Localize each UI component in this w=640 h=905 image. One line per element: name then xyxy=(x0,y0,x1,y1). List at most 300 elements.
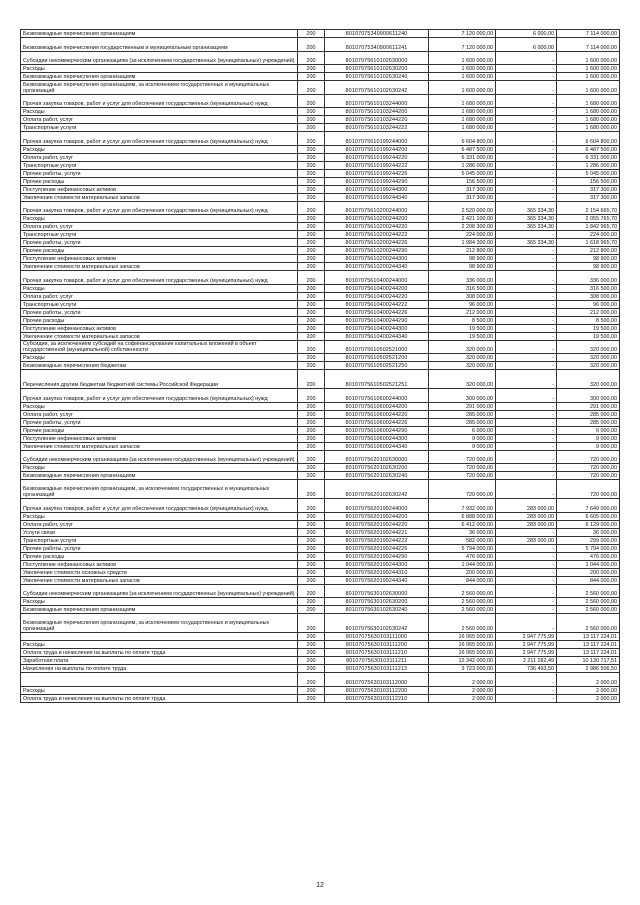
approved-amount-cell: 12 342 000,00 xyxy=(429,657,496,665)
budget-code-cell: 80107075610200244290 xyxy=(325,247,429,255)
approved-amount-cell: 476 000,00 xyxy=(429,552,496,560)
remaining-amount-cell: 10 130 717,51 xyxy=(557,657,620,665)
approved-amount-cell: 844 000,00 xyxy=(429,576,496,584)
executed-amount-cell: - xyxy=(496,108,557,116)
budget-code-cell: 80107075610600244300 xyxy=(325,434,429,442)
executed-amount-cell: - xyxy=(496,410,557,418)
table-row xyxy=(21,38,620,52)
executed-amount-cell: - xyxy=(496,472,557,480)
item-name-cell: Безвозмездные перечисления организациям xyxy=(21,472,298,480)
executed-amount-cell: - xyxy=(496,694,557,702)
line-code-cell: 200 xyxy=(298,673,325,687)
executed-amount-cell: - xyxy=(496,450,557,464)
remaining-amount-cell: 98 900,00 xyxy=(557,263,620,271)
table-row xyxy=(21,480,620,499)
executed-amount-cell: - xyxy=(496,354,557,362)
line-code-cell: 200 xyxy=(298,694,325,702)
item-name-cell: Расходы xyxy=(21,354,298,362)
remaining-amount-cell: 2 560 000,00 xyxy=(557,614,620,633)
budget-code-cell: 80107075610102630200 xyxy=(325,65,429,73)
table-row xyxy=(21,340,620,354)
approved-amount-cell: 156 500,00 xyxy=(429,177,496,185)
table-row xyxy=(21,641,620,649)
budget-code-cell: 80107075620199244200 xyxy=(325,512,429,520)
line-code-cell: 200 xyxy=(298,665,325,673)
remaining-amount-cell: 317 300,00 xyxy=(557,185,620,193)
table-row xyxy=(21,271,620,285)
table-row xyxy=(21,81,620,95)
executed-amount-cell: 365 334,30 xyxy=(496,215,557,223)
table-row xyxy=(21,584,620,598)
budget-code-cell: 80107075620102630240 xyxy=(325,472,429,480)
item-name-cell: Прочие расходы xyxy=(21,552,298,560)
remaining-amount-cell: 299 000,00 xyxy=(557,536,620,544)
budget-code-cell: 80107075620199244300 xyxy=(325,560,429,568)
approved-amount-cell: 320 000,00 xyxy=(429,370,496,389)
approved-amount-cell: 6 000,00 xyxy=(429,426,496,434)
item-name-cell: Расходы xyxy=(21,512,298,520)
line-code-cell: 200 xyxy=(298,201,325,215)
budget-code-cell: 80107075630102630240 xyxy=(325,606,429,614)
table-row xyxy=(21,332,620,340)
approved-amount-cell: 720 000,00 xyxy=(429,450,496,464)
table-row xyxy=(21,665,620,673)
approved-amount-cell: 212 800,00 xyxy=(429,247,496,255)
item-name-cell: Прочие работы, услуги xyxy=(21,239,298,247)
line-code-cell: 200 xyxy=(298,255,325,263)
table-row xyxy=(21,308,620,316)
executed-amount-cell: - xyxy=(496,284,557,292)
budget-code-cell: 80107075610502521200 xyxy=(325,354,429,362)
table-row xyxy=(21,606,620,614)
item-name-cell: Безвозмездные перечисления организациям, за исключением государственных и муниципальных организаций xyxy=(21,480,298,499)
approved-amount-cell: 8 500,00 xyxy=(429,316,496,324)
line-code-cell: 200 xyxy=(298,442,325,450)
table-row xyxy=(21,94,620,108)
table-row xyxy=(21,370,620,389)
budget-code-cell: 80107075610400244000 xyxy=(325,271,429,285)
line-code-cell: 200 xyxy=(298,340,325,354)
item-name-cell: Субсидии, за исключением субсидий на софинансирование капитальных вложений в объект государственной (муниципальной) собственности xyxy=(21,340,298,354)
approved-amount-cell: 1 600 000,00 xyxy=(429,65,496,73)
table-row xyxy=(21,51,620,65)
table-row xyxy=(21,185,620,193)
budget-code-cell: 80107075630102630000 xyxy=(325,584,429,598)
remaining-amount-cell: 98 900,00 xyxy=(557,255,620,263)
line-code-cell: 200 xyxy=(298,271,325,285)
approved-amount-cell: 1 600 000,00 xyxy=(429,51,496,65)
remaining-amount-cell: 13 117 224,01 xyxy=(557,633,620,641)
remaining-amount-cell: 36 000,00 xyxy=(557,528,620,536)
budget-code-cell: 80107075630103112210 xyxy=(325,694,429,702)
item-name-cell: Безвозмездные перечисления организациям xyxy=(21,73,298,81)
remaining-amount-cell: 156 500,00 xyxy=(557,177,620,185)
table-row xyxy=(21,193,620,201)
line-code-cell: 200 xyxy=(298,169,325,177)
line-code-cell: 200 xyxy=(298,464,325,472)
executed-amount-cell: - xyxy=(496,370,557,389)
budget-code-cell: 80107075610199244290 xyxy=(325,177,429,185)
item-name-cell: Поступление нефинансовых активов xyxy=(21,434,298,442)
executed-amount-cell: 283 000,00 xyxy=(496,512,557,520)
remaining-amount-cell: 13 117 224,01 xyxy=(557,649,620,657)
item-name-cell: Безвозмездные перечисления организациям, за исключением государственных и муниципальных организаций xyxy=(21,81,298,95)
table-row xyxy=(21,247,620,255)
table-row xyxy=(21,614,620,633)
table-row xyxy=(21,552,620,560)
line-code-cell: 200 xyxy=(298,38,325,52)
table-row xyxy=(21,442,620,450)
approved-amount-cell: 6 604 800,00 xyxy=(429,132,496,146)
line-code-cell: 200 xyxy=(298,132,325,146)
item-name-cell: Транспортные услуги xyxy=(21,124,298,132)
approved-amount-cell: 720 000,00 xyxy=(429,472,496,480)
remaining-amount-cell: 316 500,00 xyxy=(557,284,620,292)
page-number: 12 xyxy=(316,882,324,889)
line-code-cell: 200 xyxy=(298,108,325,116)
item-name-cell: Поступление нефинансовых активов xyxy=(21,255,298,263)
table-row xyxy=(21,512,620,520)
executed-amount-cell: - xyxy=(496,434,557,442)
line-code-cell: 200 xyxy=(298,161,325,169)
item-name-cell: Расходы xyxy=(21,145,298,153)
line-code-cell: 200 xyxy=(298,499,325,513)
remaining-amount-cell: 6 129 000,00 xyxy=(557,520,620,528)
approved-amount-cell: 9 000,00 xyxy=(429,434,496,442)
line-code-cell: 200 xyxy=(298,552,325,560)
item-name-cell: Безвозмездные перечисления бюджетам xyxy=(21,362,298,370)
budget-code-cell: 80107075610102630000 xyxy=(325,51,429,65)
executed-amount-cell: - xyxy=(496,584,557,598)
budget-code-cell: 80107075610200244226 xyxy=(325,239,429,247)
line-code-cell: 200 xyxy=(298,370,325,389)
line-code-cell: 200 xyxy=(298,263,325,271)
approved-amount-cell: 2 000,00 xyxy=(429,686,496,694)
approved-amount-cell: 7 120 000,00 xyxy=(429,38,496,52)
line-code-cell: 200 xyxy=(298,223,325,231)
budget-code-cell: 80107075610199244226 xyxy=(325,169,429,177)
executed-amount-cell: - xyxy=(496,332,557,340)
table-row xyxy=(21,499,620,513)
line-code-cell: 200 xyxy=(298,292,325,300)
table-row xyxy=(21,673,620,687)
table-row xyxy=(21,633,620,641)
remaining-amount-cell: 2 560 000,00 xyxy=(557,598,620,606)
item-name-cell xyxy=(21,673,298,687)
executed-amount-cell: - xyxy=(496,263,557,271)
table-row xyxy=(21,263,620,271)
executed-amount-cell: 2 947 775,99 xyxy=(496,633,557,641)
remaining-amount-cell: 1 600 000,00 xyxy=(557,51,620,65)
budget-code-cell: 80107075610400244222 xyxy=(325,300,429,308)
line-code-cell: 200 xyxy=(298,81,325,95)
item-name-cell: Безвозмездные перечисления государственным и муниципальным организациям xyxy=(21,38,298,52)
table-row xyxy=(21,649,620,657)
budget-code-cell: 80107075610200244220 xyxy=(325,223,429,231)
budget-code-cell: 80107075340900611240 xyxy=(325,30,429,38)
remaining-amount-cell: 317 300,00 xyxy=(557,193,620,201)
item-name-cell: Расходы xyxy=(21,108,298,116)
executed-amount-cell: - xyxy=(496,300,557,308)
approved-amount-cell: 1 286 000,00 xyxy=(429,161,496,169)
executed-amount-cell: - xyxy=(496,362,557,370)
approved-amount-cell: 720 000,00 xyxy=(429,464,496,472)
budget-code-cell: 80107075630102630200 xyxy=(325,598,429,606)
item-name-cell: Расходы xyxy=(21,598,298,606)
remaining-amount-cell: 320 000,00 xyxy=(557,340,620,354)
item-name-cell: Увеличение стоимости материальных запасов xyxy=(21,442,298,450)
table-row xyxy=(21,201,620,215)
table-row xyxy=(21,177,620,185)
remaining-amount-cell: 720 000,00 xyxy=(557,450,620,464)
remaining-amount-cell: 1 286 000,00 xyxy=(557,161,620,169)
executed-amount-cell: - xyxy=(496,673,557,687)
budget-code-cell: 80107075620102630000 xyxy=(325,450,429,464)
approved-amount-cell: 1 680 000,00 xyxy=(429,94,496,108)
item-name-cell: Начисления на выплаты по оплате труда xyxy=(21,665,298,673)
budget-code-cell: 80107075620199244000 xyxy=(325,499,429,513)
item-name-cell: Прочая закупка товаров, работ и услуг для обеспечения государственных (муниципальных) нужд xyxy=(21,132,298,146)
executed-amount-cell: - xyxy=(496,480,557,499)
executed-amount-cell: - xyxy=(496,552,557,560)
approved-amount-cell: 5 045 000,00 xyxy=(429,169,496,177)
table-row xyxy=(21,520,620,528)
table-row xyxy=(21,284,620,292)
item-name-cell: Услуги связи xyxy=(21,528,298,536)
executed-amount-cell: - xyxy=(496,389,557,403)
item-name-cell: Увеличение стоимости основных средств xyxy=(21,568,298,576)
budget-code-cell: 80107075620102630242 xyxy=(325,480,429,499)
item-name-cell: Транспортные услуги xyxy=(21,231,298,239)
approved-amount-cell: 2 421 100,00 xyxy=(429,215,496,223)
remaining-amount-cell: 1 680 000,00 xyxy=(557,116,620,124)
executed-amount-cell: 365 334,30 xyxy=(496,201,557,215)
executed-amount-cell: 365 334,30 xyxy=(496,239,557,247)
approved-amount-cell: 5 794 000,00 xyxy=(429,544,496,552)
approved-amount-cell: 320 000,00 xyxy=(429,362,496,370)
remaining-amount-cell: 5 794 000,00 xyxy=(557,544,620,552)
budget-code-cell: 80107075610200244200 xyxy=(325,215,429,223)
budget-code-cell: 80107075610502521250 xyxy=(325,362,429,370)
line-code-cell: 200 xyxy=(298,362,325,370)
approved-amount-cell: 720 000,00 xyxy=(429,480,496,499)
table-row xyxy=(21,292,620,300)
executed-amount-cell: - xyxy=(496,193,557,201)
approved-amount-cell: 16 065 000,00 xyxy=(429,633,496,641)
line-code-cell: 200 xyxy=(298,30,325,38)
table-row xyxy=(21,528,620,536)
line-code-cell: 200 xyxy=(298,193,325,201)
budget-code-cell: 80107075340900611241 xyxy=(325,38,429,52)
item-name-cell: Поступление нефинансовых активов xyxy=(21,560,298,568)
line-code-cell: 200 xyxy=(298,116,325,124)
executed-amount-cell: - xyxy=(496,528,557,536)
item-name-cell: Расходы xyxy=(21,686,298,694)
remaining-amount-cell: 1 600 000,00 xyxy=(557,81,620,95)
item-name-cell: Субсидии некоммерческим организациям (за исключением государственных (муниципальных) учреждений) xyxy=(21,51,298,65)
table-row xyxy=(21,657,620,665)
remaining-amount-cell: 19 500,00 xyxy=(557,324,620,332)
item-name-cell: Прочая закупка товаров, работ и услуг для обеспечения государственных (муниципальных) нужд xyxy=(21,94,298,108)
remaining-amount-cell: 2 000,00 xyxy=(557,686,620,694)
line-code-cell: 200 xyxy=(298,231,325,239)
budget-code-cell: 80107075610400244226 xyxy=(325,308,429,316)
table-row xyxy=(21,544,620,552)
table-row xyxy=(21,153,620,161)
line-code-cell: 200 xyxy=(298,641,325,649)
remaining-amount-cell: 308 000,00 xyxy=(557,292,620,300)
executed-amount-cell: - xyxy=(496,576,557,584)
table-row xyxy=(21,65,620,73)
budget-code-cell: 80107075610200244300 xyxy=(325,255,429,263)
remaining-amount-cell: 1 842 965,70 xyxy=(557,223,620,231)
remaining-amount-cell: 320 000,00 xyxy=(557,362,620,370)
item-name-cell: Прочая закупка товаров, работ и услуг для обеспечения государственных (муниципальных) нужд xyxy=(21,271,298,285)
budget-code-cell: 80107075630103111211 xyxy=(325,657,429,665)
remaining-amount-cell: 6 605 000,00 xyxy=(557,512,620,520)
approved-amount-cell: 19 500,00 xyxy=(429,332,496,340)
approved-amount-cell: 98 900,00 xyxy=(429,255,496,263)
budget-code-cell: 80107075620102630200 xyxy=(325,464,429,472)
executed-amount-cell: - xyxy=(496,426,557,434)
item-name-cell: Безвозмездные перечисления организациям, за исключением государственных и муниципальных организаций xyxy=(21,614,298,633)
budget-code-cell: 80107075610600244200 xyxy=(325,402,429,410)
remaining-amount-cell: 5 045 000,00 xyxy=(557,169,620,177)
executed-amount-cell: 283 000,00 xyxy=(496,520,557,528)
line-code-cell: 200 xyxy=(298,332,325,340)
table-row xyxy=(21,132,620,146)
approved-amount-cell: 6 412 000,00 xyxy=(429,520,496,528)
item-name-cell: Оплата труда и начисления на выплаты по оплате труда xyxy=(21,649,298,657)
approved-amount-cell: 2 560 000,00 xyxy=(429,614,496,633)
budget-code-cell: 80107075610102630242 xyxy=(325,81,429,95)
item-name-cell: Прочие расходы xyxy=(21,177,298,185)
item-name-cell: Поступление нефинансовых активов xyxy=(21,185,298,193)
executed-amount-cell: - xyxy=(496,308,557,316)
line-code-cell: 200 xyxy=(298,94,325,108)
line-code-cell: 200 xyxy=(298,145,325,153)
approved-amount-cell: 336 000,00 xyxy=(429,271,496,285)
executed-amount-cell: - xyxy=(496,255,557,263)
item-name-cell: Прочие расходы xyxy=(21,426,298,434)
executed-amount-cell: - xyxy=(496,169,557,177)
table-row xyxy=(21,124,620,132)
executed-amount-cell: - xyxy=(496,247,557,255)
approved-amount-cell: 2 000,00 xyxy=(429,673,496,687)
table-row xyxy=(21,215,620,223)
approved-amount-cell: 2 560 000,00 xyxy=(429,606,496,614)
executed-amount-cell: - xyxy=(496,271,557,285)
executed-amount-cell: - xyxy=(496,324,557,332)
remaining-amount-cell: 720 000,00 xyxy=(557,464,620,472)
approved-amount-cell: 3 723 000,00 xyxy=(429,665,496,673)
executed-amount-cell: 6 000,00 xyxy=(496,38,557,52)
table-row xyxy=(21,255,620,263)
approved-amount-cell: 6 487 500,00 xyxy=(429,145,496,153)
remaining-amount-cell: 291 000,00 xyxy=(557,402,620,410)
approved-amount-cell: 224 000,00 xyxy=(429,231,496,239)
table-row xyxy=(21,598,620,606)
item-name-cell: Расходы xyxy=(21,464,298,472)
executed-amount-cell: - xyxy=(496,94,557,108)
line-code-cell: 200 xyxy=(298,324,325,332)
approved-amount-cell: 16 065 000,00 xyxy=(429,649,496,657)
item-name-cell: Расходы xyxy=(21,641,298,649)
remaining-amount-cell: 720 000,00 xyxy=(557,472,620,480)
item-name-cell: Прочие работы, услуги xyxy=(21,169,298,177)
budget-code-cell: 80107075620199244226 xyxy=(325,544,429,552)
item-name-cell: Расходы xyxy=(21,402,298,410)
line-code-cell: 200 xyxy=(298,418,325,426)
approved-amount-cell: 1 680 000,00 xyxy=(429,124,496,132)
table-row xyxy=(21,354,620,362)
item-name-cell xyxy=(21,633,298,641)
remaining-amount-cell: 6 331 000,00 xyxy=(557,153,620,161)
line-code-cell: 200 xyxy=(298,410,325,418)
item-name-cell: Оплата работ, услуг xyxy=(21,410,298,418)
line-code-cell: 200 xyxy=(298,51,325,65)
line-code-cell: 200 xyxy=(298,657,325,665)
approved-amount-cell: 285 000,00 xyxy=(429,418,496,426)
budget-code-cell: 80107075610199244300 xyxy=(325,185,429,193)
item-name-cell: Субсидии некоммерческим организациям (за исключением государственных (муниципальных) учреждений) xyxy=(21,450,298,464)
remaining-amount-cell: 13 117 224,01 xyxy=(557,641,620,649)
executed-amount-cell: - xyxy=(496,116,557,124)
approved-amount-cell: 6 331 000,00 xyxy=(429,153,496,161)
approved-amount-cell: 1 680 000,00 xyxy=(429,108,496,116)
approved-amount-cell: 2 000,00 xyxy=(429,694,496,702)
table-row xyxy=(21,576,620,584)
line-code-cell: 200 xyxy=(298,300,325,308)
item-name-cell: Транспортные услуги xyxy=(21,300,298,308)
executed-amount-cell: 6 000,00 xyxy=(496,30,557,38)
table-row xyxy=(21,73,620,81)
line-code-cell: 200 xyxy=(298,560,325,568)
budget-table xyxy=(20,29,620,703)
executed-amount-cell: - xyxy=(496,402,557,410)
budget-code-cell: 80107075610400244340 xyxy=(325,332,429,340)
table-row xyxy=(21,108,620,116)
line-code-cell: 200 xyxy=(298,520,325,528)
table-row xyxy=(21,362,620,370)
item-name-cell: Транспортные услуги xyxy=(21,161,298,169)
budget-code-cell: 80107075610600244226 xyxy=(325,418,429,426)
item-name-cell: Транспортные услуги xyxy=(21,536,298,544)
table-row xyxy=(21,568,620,576)
budget-code-cell: 80107075630103112000 xyxy=(325,673,429,687)
line-code-cell: 200 xyxy=(298,247,325,255)
executed-amount-cell: - xyxy=(496,231,557,239)
remaining-amount-cell: 2 055 765,70 xyxy=(557,215,620,223)
item-name-cell: Расходы xyxy=(21,284,298,292)
approved-amount-cell: 291 000,00 xyxy=(429,402,496,410)
remaining-amount-cell: 2 560 000,00 xyxy=(557,584,620,598)
table-row xyxy=(21,434,620,442)
approved-amount-cell: 2 560 000,00 xyxy=(429,598,496,606)
remaining-amount-cell: 200 000,00 xyxy=(557,568,620,576)
approved-amount-cell: 7 932 000,00 xyxy=(429,499,496,513)
line-code-cell: 200 xyxy=(298,633,325,641)
line-code-cell: 200 xyxy=(298,73,325,81)
line-code-cell: 200 xyxy=(298,480,325,499)
executed-amount-cell: - xyxy=(496,544,557,552)
approved-amount-cell: 98 900,00 xyxy=(429,263,496,271)
budget-code-cell: 80107075610600244340 xyxy=(325,442,429,450)
executed-amount-cell: 283 000,00 xyxy=(496,499,557,513)
remaining-amount-cell: 285 000,00 xyxy=(557,418,620,426)
item-name-cell: Оплата труда и начисления на выплаты по оплате труда xyxy=(21,694,298,702)
table-row xyxy=(21,536,620,544)
